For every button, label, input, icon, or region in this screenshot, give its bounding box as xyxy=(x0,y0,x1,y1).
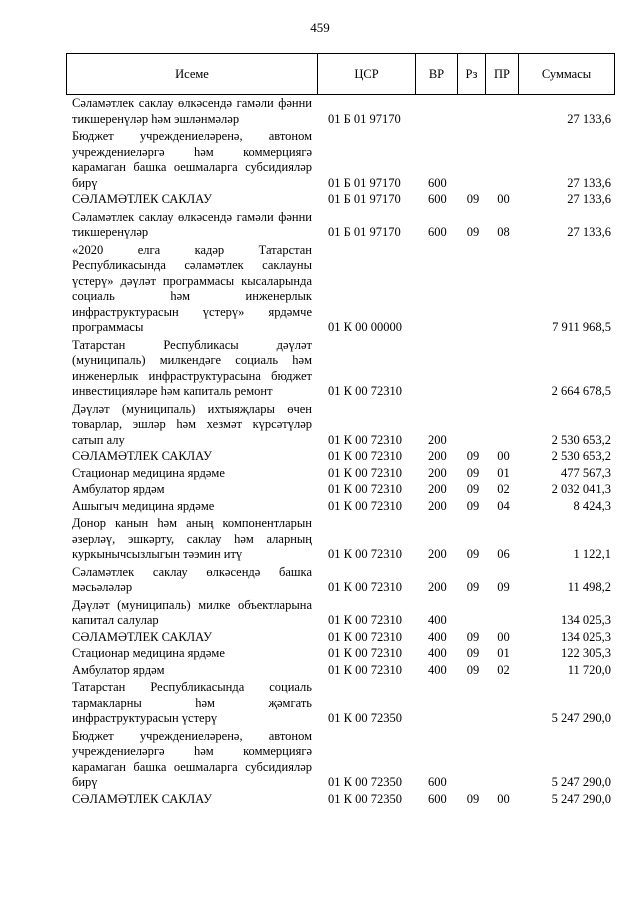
cell-name: СӘЛАМӘТЛЕК САКЛАУ xyxy=(72,629,212,644)
cell-rz: 09 xyxy=(466,498,480,513)
cell-vr: 400 xyxy=(428,629,447,644)
cell-vr: 200 xyxy=(428,482,447,496)
cell-pr: 00 xyxy=(497,449,510,463)
column-header-sum: Суммасы xyxy=(518,54,614,94)
cell-vr: 600 xyxy=(428,175,447,190)
column-header-vr: ВР xyxy=(415,54,457,94)
cell-pr: 00 xyxy=(497,791,510,806)
column-header-name: Исеме xyxy=(175,66,209,81)
table-row xyxy=(66,449,613,465)
cell-name: Бюджет учреждениеләренә, автоном учреждениеләргә һәм коммерциягә карамаган башка оешмаларга субсидияләр бирү xyxy=(72,728,312,789)
table-row xyxy=(66,96,613,127)
cell-rz: 09 xyxy=(466,580,480,594)
column-header-rz: Рз xyxy=(457,54,485,94)
table-body xyxy=(66,95,613,807)
table-row xyxy=(66,192,613,208)
cell-csr: 01 Б 01 97170 xyxy=(328,192,401,206)
column-header-csr: ЦСР xyxy=(317,54,415,94)
table-row xyxy=(66,663,613,679)
cell-csr: 01 К 00 72350 xyxy=(328,775,402,789)
cell-name: Сәламәтлек саклау өлкәсендә башка мәсьәләләр xyxy=(72,564,312,594)
cell-sum: 5 247 290,0 xyxy=(551,791,611,806)
cell-csr: 01 К 00 72310 xyxy=(328,432,402,447)
cell-rz: 09 xyxy=(466,465,480,480)
cell-name: Амбулатор ярдәм xyxy=(72,662,165,677)
page-number: 459 xyxy=(310,20,330,35)
cell-rz: 09 xyxy=(466,225,480,239)
cell-vr: 200 xyxy=(428,465,447,480)
cell-pr: 01 xyxy=(497,465,510,480)
cell-pr: 00 xyxy=(497,629,510,644)
table-row xyxy=(66,466,613,482)
cell-pr: 02 xyxy=(497,662,510,677)
cell-vr: 600 xyxy=(428,225,447,239)
cell-name: СӘЛАМӘТЛЕК САКЛАУ xyxy=(72,791,212,806)
column-header-pr: ПР xyxy=(485,54,518,94)
cell-sum: 11 720,0 xyxy=(567,662,611,677)
cell-csr: 01 К 00 72310 xyxy=(328,482,402,496)
cell-name: Донор канын һәм аның компонентларын әзерләү, эшкәрту, саклау һәм аларның куркынычсызлыгын тәэмин итү xyxy=(72,516,312,561)
cell-name: Ашыгыч медицина ярдәме xyxy=(72,498,215,513)
cell-pr: 01 xyxy=(497,646,510,660)
cell-sum: 27 133,6 xyxy=(567,175,611,190)
cell-vr: 200 xyxy=(428,547,447,561)
table-row xyxy=(66,729,613,791)
cell-sum: 1 122,1 xyxy=(573,547,611,561)
cell-csr: 01 К 00 00000 xyxy=(328,320,402,334)
cell-csr: 01 К 00 72310 xyxy=(328,629,402,644)
cell-name: Стационар медицина ярдәме xyxy=(72,646,225,660)
cell-csr: 01 К 00 72310 xyxy=(328,646,402,660)
cell-sum: 2 530 653,2 xyxy=(551,432,611,447)
table-row xyxy=(66,338,613,400)
cell-rz: 09 xyxy=(466,482,480,496)
table-header xyxy=(66,53,615,95)
table-row xyxy=(66,243,613,336)
cell-name: СӘЛАМӘТЛЕК САКЛАУ xyxy=(72,449,212,463)
cell-csr: 01 Б 01 97170 xyxy=(328,111,401,126)
cell-sum: 5 247 290,0 xyxy=(551,711,611,725)
cell-sum: 2 032 041,3 xyxy=(551,482,611,496)
table-row xyxy=(66,129,613,191)
cell-vr: 200 xyxy=(428,449,447,463)
table-row xyxy=(66,598,613,629)
cell-name: Дәүләт (муниципаль) милке объектларына капитал салулар xyxy=(72,597,312,627)
cell-csr: 01 Б 01 97170 xyxy=(328,175,401,190)
table-row xyxy=(66,210,613,241)
cell-csr: 01 К 00 72310 xyxy=(328,465,402,480)
cell-sum: 122 305,3 xyxy=(561,646,611,660)
cell-csr: 01 К 00 72310 xyxy=(328,547,402,561)
table-row xyxy=(66,680,613,727)
cell-pr: 02 xyxy=(497,482,510,496)
cell-name: Дәүләт (муниципаль) ихтыяҗлары өчен товарлар, эшләр һәм хезмәт күрсәтүләр сатып алу xyxy=(72,401,312,447)
cell-vr: 400 xyxy=(428,613,447,627)
cell-vr: 200 xyxy=(428,498,447,513)
cell-name: Татарстан Республикасында социаль тармакларны һәм җәмгать инфраструктурасын үстерү xyxy=(72,680,312,725)
cell-vr: 400 xyxy=(428,662,447,677)
cell-vr: 600 xyxy=(428,192,447,206)
cell-name: Сәламәтлек саклау өлкәсендә гамәли фәнни тикшеренүләр һәм эшләнмәләр xyxy=(72,96,312,126)
cell-rz: 09 xyxy=(466,449,480,463)
cell-rz: 09 xyxy=(466,547,480,561)
cell-csr: 01 К 00 72350 xyxy=(328,791,402,806)
cell-sum: 27 133,6 xyxy=(567,192,611,206)
cell-pr: 00 xyxy=(497,192,510,206)
table-row xyxy=(66,516,613,563)
cell-rz: 09 xyxy=(466,192,480,206)
cell-sum: 134 025,3 xyxy=(561,613,611,627)
cell-pr: 04 xyxy=(497,498,510,513)
cell-rz: 09 xyxy=(466,662,480,677)
cell-sum: 27 133,6 xyxy=(567,111,611,126)
cell-rz: 09 xyxy=(466,629,480,644)
cell-csr: 01 Б 01 97170 xyxy=(328,225,401,239)
cell-name: Бюджет учреждениеләренә, автоном учреждениеләргә һәм коммерциягә карамаган башка оешмаларга субсидияләр бирү xyxy=(72,129,312,190)
table-row xyxy=(66,792,613,808)
cell-sum: 2 664 678,5 xyxy=(551,384,611,398)
cell-pr: 09 xyxy=(497,580,510,594)
cell-sum: 134 025,3 xyxy=(561,629,611,644)
cell-csr: 01 К 00 72310 xyxy=(328,384,402,398)
cell-vr: 600 xyxy=(428,791,447,806)
cell-name: СӘЛАМӘТЛЕК САКЛАУ xyxy=(72,192,212,206)
table-row xyxy=(66,482,613,498)
cell-sum: 27 133,6 xyxy=(567,225,611,239)
cell-csr: 01 К 00 72310 xyxy=(328,498,402,513)
cell-pr: 06 xyxy=(497,547,510,561)
table-row xyxy=(66,565,613,596)
cell-sum: 5 247 290,0 xyxy=(551,775,611,789)
cell-csr: 01 К 00 72310 xyxy=(328,613,402,627)
cell-vr: 400 xyxy=(428,646,447,660)
cell-csr: 01 К 00 72350 xyxy=(328,711,402,725)
cell-rz: 09 xyxy=(466,646,480,660)
cell-sum: 8 424,3 xyxy=(573,498,611,513)
cell-csr: 01 К 00 72310 xyxy=(328,662,402,677)
table-row xyxy=(66,402,613,449)
cell-name: Амбулатор ярдәм xyxy=(72,482,165,496)
cell-sum: 11 498,2 xyxy=(567,580,611,594)
table-row xyxy=(66,630,613,646)
cell-vr: 200 xyxy=(428,432,447,447)
cell-sum: 7 911 968,5 xyxy=(552,320,611,334)
cell-name: Татарстан Республикасы дәүләт (муниципаль) милкендәге социаль һәм инженерлык инфраструктурасына бюджет инвестицияләре һәм капиталь ремонт xyxy=(72,337,312,398)
table-row xyxy=(66,646,613,662)
cell-name: Сәламәтлек саклау өлкәсендә гамәли фәнни тикшеренүләр xyxy=(72,209,312,239)
cell-sum: 2 530 653,2 xyxy=(551,449,611,463)
cell-pr: 08 xyxy=(497,225,510,239)
cell-name: «2020 елга кадәр Татарстан Республикасында сәламәтлек саклауны үстерү» дәүләт программасы кысаларында социаль һәм инженерлык инфраструктурасын үстерү» ярдәмче программасы xyxy=(72,242,312,334)
cell-rz: 09 xyxy=(466,791,480,806)
table-row xyxy=(66,499,613,515)
cell-sum: 477 567,3 xyxy=(561,465,611,480)
cell-csr: 01 К 00 72310 xyxy=(328,449,402,463)
cell-vr: 600 xyxy=(428,775,447,789)
cell-csr: 01 К 00 72310 xyxy=(328,580,402,594)
cell-vr: 200 xyxy=(428,580,447,594)
cell-name: Стационар медицина ярдәме xyxy=(72,465,225,480)
